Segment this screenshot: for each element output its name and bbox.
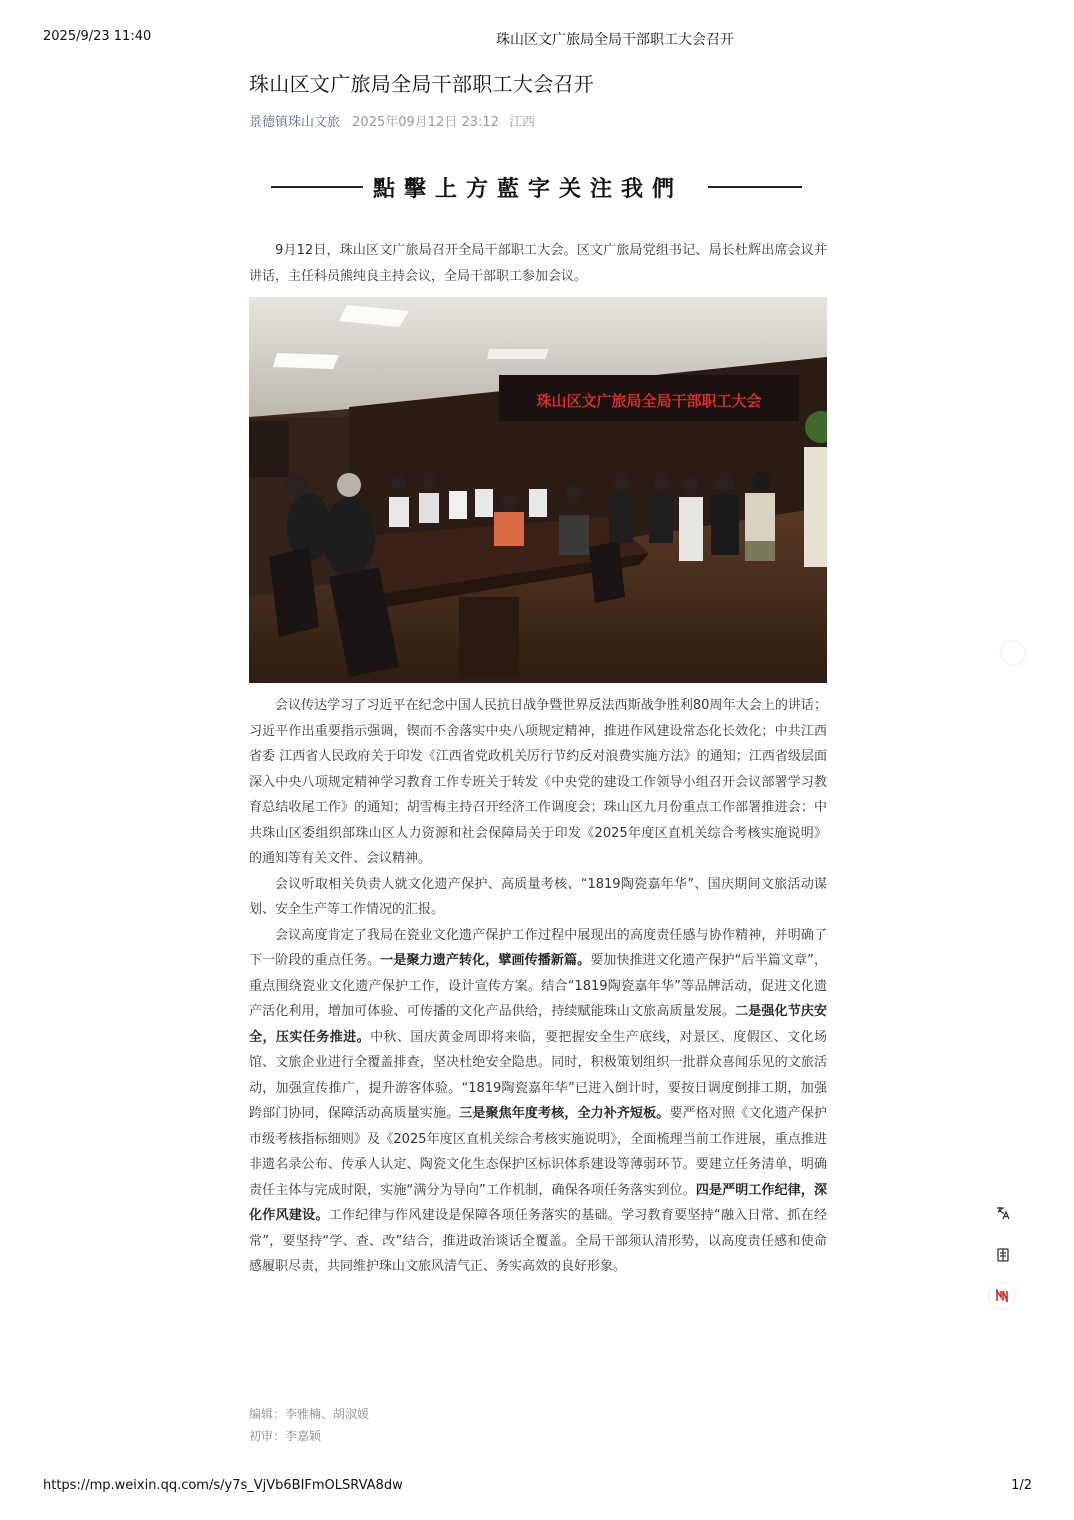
article-body [249,238,827,1280]
account-link[interactable]: 景德镇珠山文旅 [249,115,341,130]
task-text-2: 中秋、国庆黄金周即将来临，要把握安全生产底线，对景区、度假区、文化场馆、文旅企业进行全覆盖排查，坚决杜绝安全隐患。同时，积极策划组织一批群众喜闻乐见的文旅活动，加强宣传推广，提升游客体验。“1819陶瓷嘉年华”已进入倒计时，要按日调度倒排工期，加强跨部门协同，保障活动高质量实施。 [249,1029,827,1121]
article-title: 珠山区文广旅局全局干部职工大会召开 [249,72,595,96]
task-text-1: 要加快推进文化遗产保护“后半篇文章”，重点围绕瓷业文化遗产保护工作，设计宣传方案。结合“1819陶瓷嘉年华”等品牌活动，促进文化遗产活化利用，增加可体验、可传播的文化产品供给，持续赋能珠山文旅高质量发展。 [249,953,827,1019]
photo-led-banner: 珠山区文广旅局全局干部职工大会 [536,392,762,410]
task-heading-1: 一是聚力遗产转化，擘画传播新篇。 [380,953,591,968]
task-heading-3: 三是聚焦年度考核，全力补齐短板。 [459,1106,670,1121]
side-toolbar [990,1200,1020,1324]
publish-location: 江西 [509,115,536,130]
paragraph-reports: 会议听取相关负责人就文化遗产保护、高质量考核、“1819陶瓷嘉年华”、国庆期间文旅活动谋划、安全生产等工作情况的汇报。 [249,876,827,917]
print-header-title: 珠山区文广旅局全局干部职工大会召开 [496,32,734,48]
tasks-intro: 会议高度肯定了我局在瓷业文化遗产保护工作过程中展现出的高度责任感与协作精神，并明确了下一阶段的重点任务。 [249,927,827,968]
editor-credit: 编辑：李雅楠、胡淑媛 [249,1407,370,1421]
paragraph-study: 会议传达学习了习近平在纪念中国人民抗日战争暨世界反法西斯战争胜利80周年大会上的讲话；习近平作出重要指示强调，锲而不舍落实中央八项规定精神，推进作风建设常态化长效化；中共江西省委 江西省人民政府关于印发《江西省党政机关厉行节约反对浪费实施方法》的通知；江西省级层面深入中央八项规定精神学习教育工作专班关于转发《中央党的建设工作领导小组召开会议部署学习教育总结收尾工作》的通知；胡雪梅主持召开经济工作调度会；珠山区九月份重点工作部署推进会；中共珠山区委组织部珠山区人力资源和社会保障局关于印发《2025年度区直机关综合考核实施说明》的通知等有关文件、会议精神。 [249,698,827,866]
task-heading-4: 四是严明工作纪律，深化作风建设。 [249,1182,827,1223]
credits [249,1403,369,1447]
task-text-3: 要严格对照《文化遗产保护市级考核指标细则》及《2025年度区直机关综合考核实施说明》，全面梳理当前工作进展，重点推进非遗名录公布、传承人认定、陶瓷文化生态保护区标识体系建设等薄弱环节。要建立任务清单，明确责任主体与完成时限，实施“满分为导向”工作机制，确保各项任务落实到位。 [249,1106,827,1198]
note-icon[interactable] [990,1284,1014,1308]
print-page-number: 1/2 [1011,1478,1032,1493]
article-header [249,68,827,130]
follow-banner[interactable] [0,172,1074,202]
floating-button[interactable] [1002,642,1024,664]
paragraph-tasks [249,923,827,1280]
publish-date: 2025年09月12日 23:12 [352,115,499,130]
paragraph-intro: 9月12日，珠山区文广旅局召开全局干部职工大会。区文广旅局党组书记、局长杜辉出席会议并讲话，主任科员熊纯良主持会议，全局干部职工参加会议。 [249,243,827,284]
banner-left-line [271,186,363,188]
translate-icon[interactable] [990,1200,1016,1226]
meeting-photo[interactable] [249,297,827,683]
reviewer-credit: 初审：李嘉颖 [249,1429,322,1443]
task-text-4: 工作纪律与作风建设是保障各项任务落实的基础。学习教育要坚持“融入日常、抓在经常”，要坚持“学、查、改”结合，推进政治谈话全覆盖。全局干部须认清形势，以高度责任感和使命感履职尽责，共同维护珠山文旅风清气正、务实高效的良好形象。 [249,1208,827,1274]
print-icon[interactable] [990,1242,1016,1268]
task-heading-2: 二是强化节庆安全，压实任务推进。 [249,1004,827,1045]
follow-banner-text: 點擊上方藍字关注我們 [373,176,684,202]
print-url: https://mp.weixin.qq.com/s/y7s_VjVb6BIFmOLSRVA8dw [43,1478,403,1493]
banner-right-line [708,186,802,188]
print-datetime: 2025/9/23 11:40 [43,29,152,44]
article-meta [249,111,827,130]
